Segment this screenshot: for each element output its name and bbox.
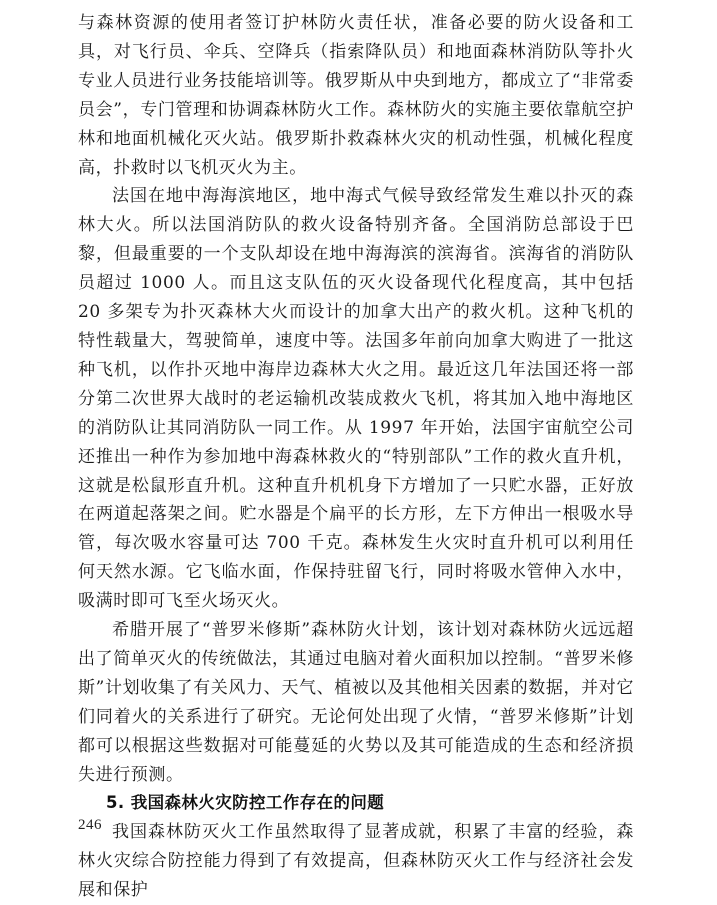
section-heading: 5. 我国森林火灾防控工作存在的问题	[106, 793, 385, 813]
paragraph-greece: 希腊开展了“普罗米修斯”森林防火计划，该计划对森林防火远远超出了简单灭火的传统做法，其通过电脑对着火面积加以控制。“普罗米修斯”计划收集了有关风力、天气、植被以及其他相关因素的数据，并对它们同着火的关系进行了研究。无论何处出现了火情，“普罗米修斯”计划都可以根据这些数据对可能蔓延的火势以及其可能造成的生态和经济损失进行预测。	[78, 620, 634, 785]
paragraph-france: 法国在地中海海滨地区，地中海式气候导致经常发生难以扑灭的森林大火。所以法国消防队的救火设备特别齐备。全国消防总部设于巴黎，但最重要的一个支队却设在地中海海滨的滨海省。滨海省的消防队员超过 1000 人。而且这支队伍的灭火设备现代化程度高，其中包括 20 多架专为扑灭森林大火而设计的加拿大出产的救火机。这种飞机的特性载量大，驾驶简单，速度中等。法国多年前向加拿大购进了一批这种飞机，以作扑灭地中海岸边森林大火之用。最近这几年法国还将一部分第二次世界大战时的老运输机改装成救火飞机，将其加入地中海地区的消防队让其同消防队一同工作。从 1997 年开始，法国宇宙航空公司还推出一种作为参加地中海森林救火的“特别部队”工作的救火直升机，这就是松鼠形直升机。这种直升机机身下方增加了一只贮水器，正好放在两道起落架之间。贮水器是个扁平的长方形，左下方伸出一根吸水导管，每次吸水容量可达 700 千克。森林发生火灾时直升机可以利用任何天然水源。它飞临水面，作保持驻留飞行，同时将吸水管伸入水中，吸满时即可飞至火场灭火。	[78, 186, 634, 612]
paragraph-russia: 与森林资源的使用者签订护林防火责任状，准备必要的防火设备和工具，对飞行员、伞兵、空降兵（指索降队员）和地面森林消防队等扑火专业人员进行业务技能培训等。俄罗斯从中央到地方，都成立了“非常委员会”，专门管理和协调森林防火工作。森林防火的实施主要依靠航空护林和地面机械化灭火站。俄罗斯扑救森林火灾的机动性强，机械化程度高，扑救时以飞机灭火为主。	[78, 13, 634, 178]
paragraph-china: 我国森林防灭火工作虽然取得了显著成就，积累了丰富的经验，森林火灾综合防控能力得到了有效提高，但森林防灭火工作与经济社会发展和保护	[78, 822, 634, 901]
body-text	[78, 9, 634, 905]
page-number: 246	[78, 817, 102, 833]
